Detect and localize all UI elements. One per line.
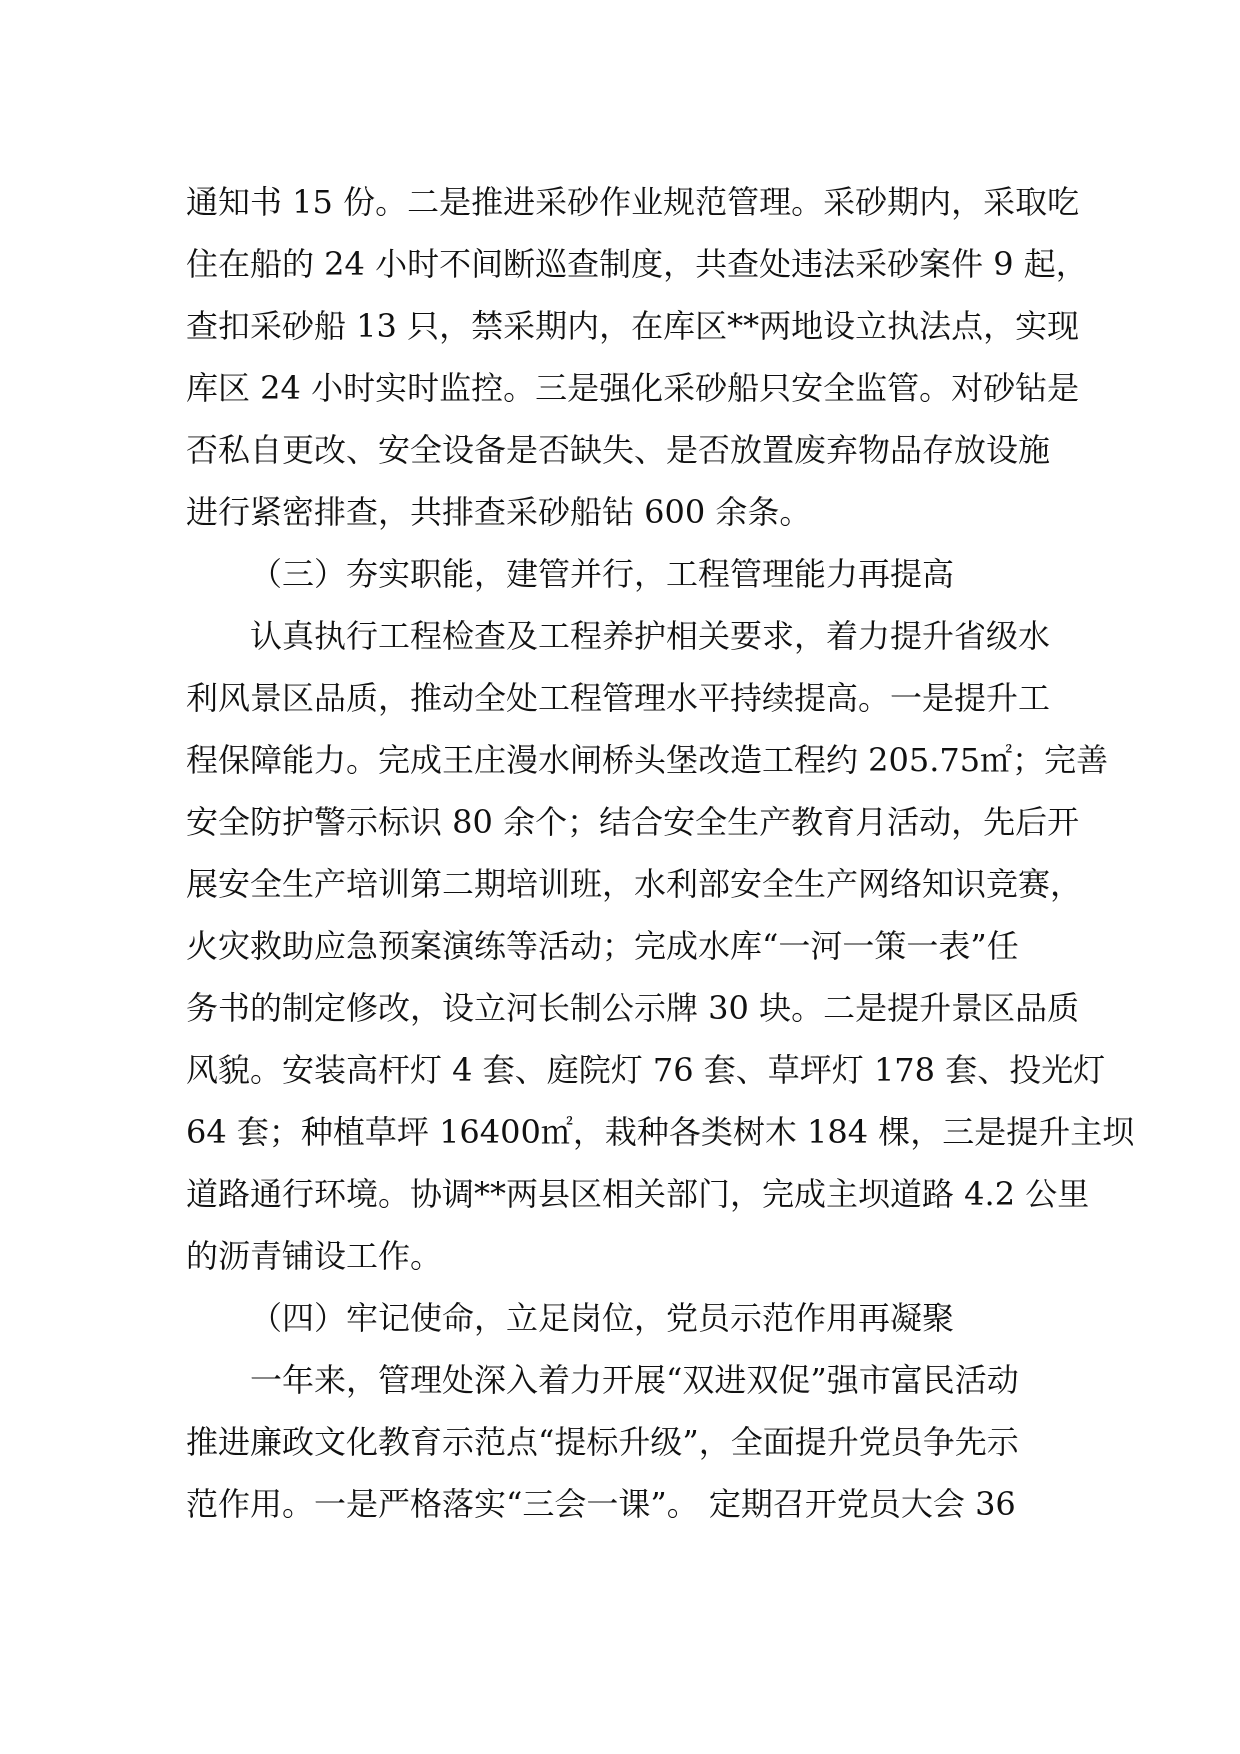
text-line-4: 库区 24 小时实时监控。三是强化采砂船只安全监管。对砂钻是 — [186, 369, 1080, 407]
text-line-17: 道路通行环境。协调**两县区相关部门，完成主坝道路 4.2 公里 — [186, 1175, 1090, 1213]
text-line-1: 通知书 15 份。二是推进采砂作业规范管理。采砂期内，采取吃 — [186, 183, 1080, 221]
text-line-15: 风貌。安装高杆灯 4 套、庭院灯 76 套、草坪灯 178 套、投光灯 — [186, 1051, 1106, 1089]
text-line-10: 程保障能力。完成王庄漫水闸桥头堡改造工程约 205.75㎡；完善 — [186, 741, 1109, 779]
text-line-9: 利风景区品质，推动全处工程管理水平持续提高。一是提升工 — [186, 679, 1051, 717]
text-line-6: 进行紧密排查，共排查采砂船钻 600 余条。 — [186, 493, 812, 531]
text-line-11: 安全防护警示标识 80 余个；结合安全生产教育月活动，先后开 — [186, 803, 1080, 841]
section-heading-3: （三）夯实职能，建管并行，工程管理能力再提高 — [250, 555, 955, 593]
text-line-20: 一年来，管理处深入着力开展“双进双促”强市富民活动 — [250, 1361, 1019, 1399]
text-line-3: 查扣采砂船 13 只，禁采期内，在库区**两地设立执法点，实现 — [186, 307, 1080, 345]
text-line-21: 推进廉政文化教育示范点“提标升级”，全面提升党员争先示 — [186, 1423, 1019, 1461]
text-line-8: 认真执行工程检查及工程养护相关要求，着力提升省级水 — [250, 617, 1051, 655]
text-line-2: 住在船的 24 小时不间断巡查制度，共查处违法采砂案件 9 起， — [186, 245, 1088, 283]
text-line-14: 务书的制定修改，设立河长制公示牌 30 块。二是提升景区品质 — [186, 989, 1080, 1027]
text-line-22: 范作用。一是严格落实“三会一课”。 定期召开党员大会 36 — [186, 1485, 1016, 1523]
text-line-5: 否私自更改、安全设备是否缺失、是否放置废弃物品存放设施 — [186, 431, 1051, 469]
text-line-12: 展安全生产培训第二期培训班，水利部安全生产网络知识竞赛， — [186, 865, 1083, 903]
text-line-13: 火灾救助应急预案演练等活动；完成水库“一河一策一表”任 — [186, 927, 1019, 965]
text-line-18: 的沥青铺设工作。 — [186, 1237, 443, 1275]
text-line-16: 64 套；种植草坪 16400㎡，栽种各类树木 184 棵，三是提升主坝 — [186, 1113, 1135, 1151]
section-heading-4: （四）牢记使命，立足岗位，党员示范作用再凝聚 — [250, 1299, 955, 1337]
